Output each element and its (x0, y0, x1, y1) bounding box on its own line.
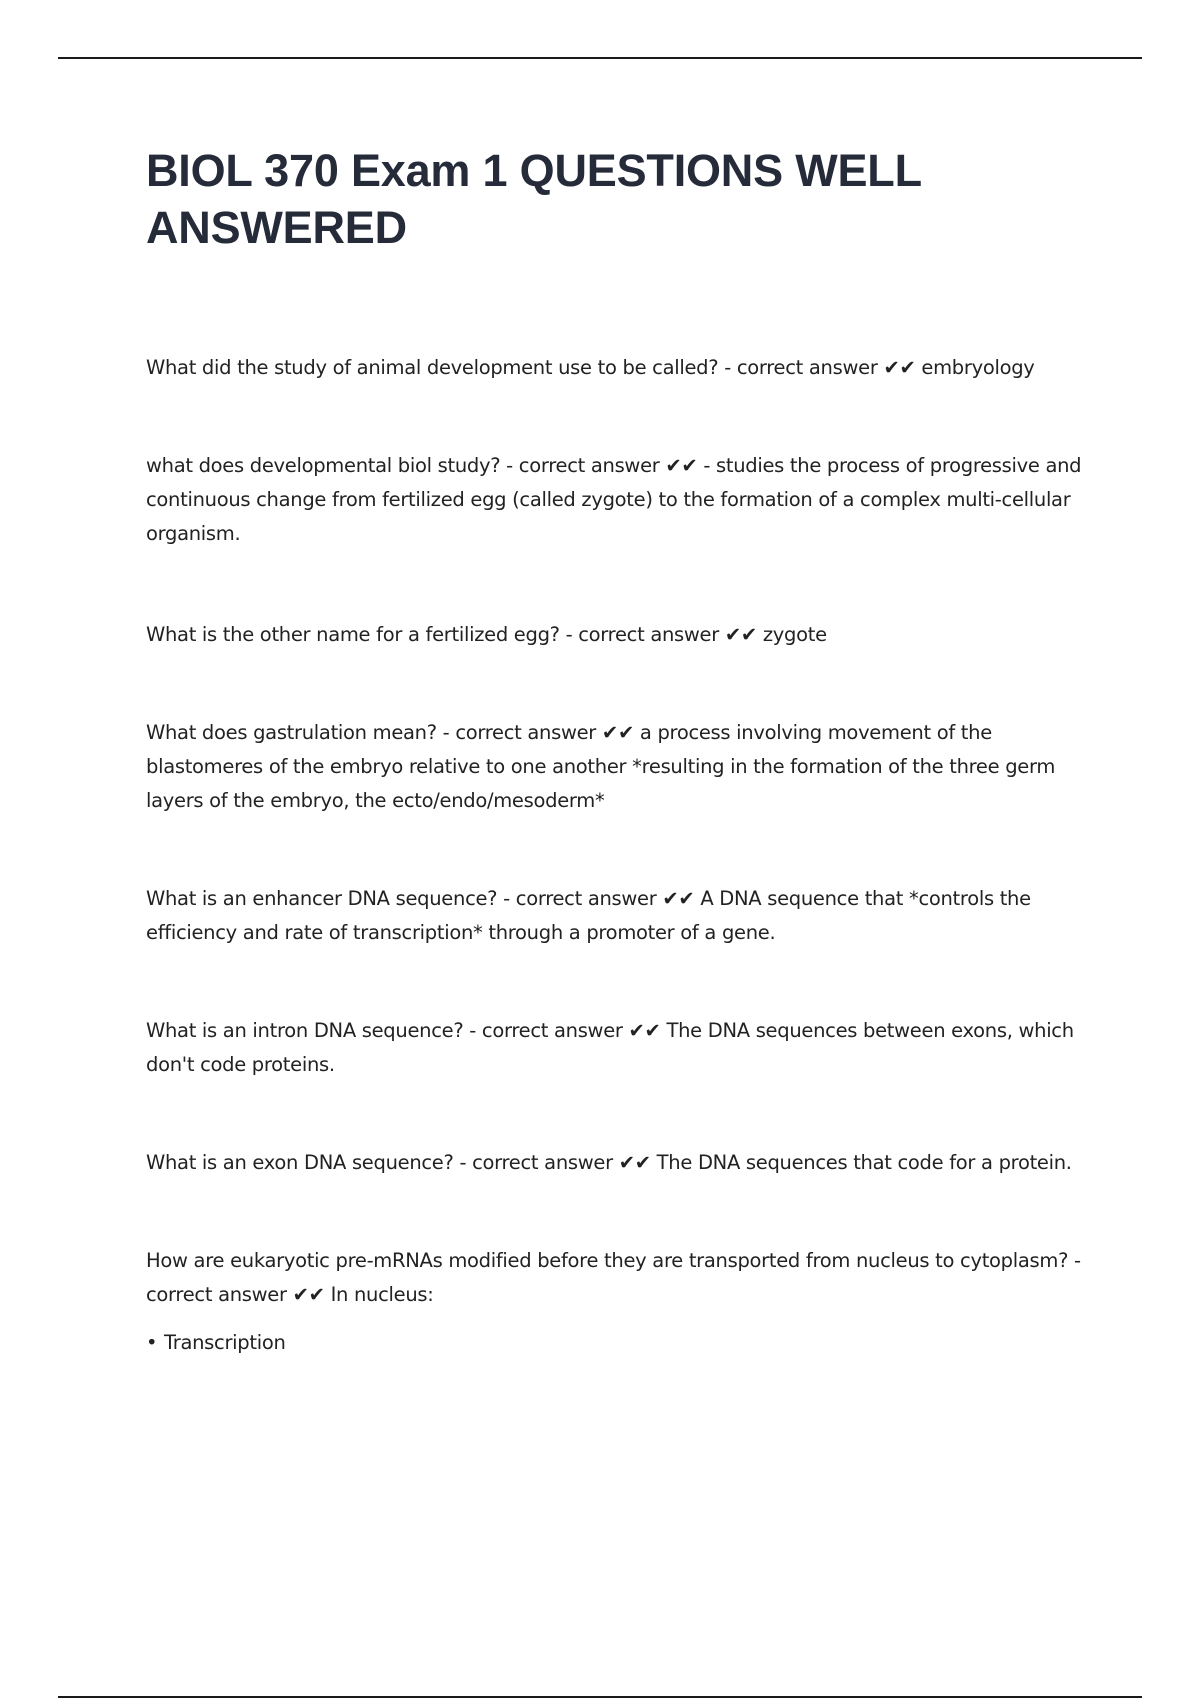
answer-text: zygote (756, 623, 827, 646)
answer-separator: - correct answer (146, 1249, 1081, 1306)
document-body (146, 142, 1086, 1360)
question-text: what does developmental biol study? (146, 454, 501, 477)
question-text: What is an enhancer DNA sequence? (146, 887, 498, 910)
qa-item (146, 716, 1086, 818)
answer-text: A DNA sequence that *controls the efficiency and rate of transcription* through a promoter of a gene. (146, 887, 1031, 944)
double-check-icon: ✔✔ (292, 1283, 325, 1306)
qa-item (146, 882, 1086, 950)
top-rule (58, 57, 1142, 59)
double-check-icon: ✔✔ (601, 721, 634, 744)
qa-item (146, 449, 1086, 551)
answer-text: a process involving movement of the blastomeres of the embryo relative to one another *resulting in the formation of the three germ layers of the embryo, the ecto/endo/mesoderm* (146, 721, 1056, 812)
question-text: What is an exon DNA sequence? (146, 1151, 454, 1174)
answer-text: The DNA sequences between exons, which don't code proteins. (146, 1019, 1074, 1076)
double-check-icon: ✔✔ (724, 623, 757, 646)
qa-item (146, 1014, 1086, 1082)
qa-item (146, 1244, 1086, 1312)
answer-separator: - correct answer (436, 721, 602, 744)
answer-text: embryology (915, 356, 1035, 379)
question-text: How are eukaryotic pre-mRNAs modified before they are transported from nucleus to cytoplasm? (146, 1249, 1069, 1272)
double-check-icon: ✔✔ (618, 1151, 651, 1174)
bullet-icon: • (146, 1331, 158, 1354)
double-check-icon: ✔✔ (662, 887, 695, 910)
answer-text: In nucleus: (324, 1283, 434, 1306)
answer-separator: - correct answer (559, 623, 725, 646)
document-title: BIOL 370 Exam 1 QUESTIONS WELL ANSWERED (146, 145, 922, 253)
qa-item (146, 351, 1086, 385)
question-text: What is the other name for a fertilized egg? (146, 623, 560, 646)
bottom-rule (58, 1696, 1142, 1698)
qa-item (146, 618, 1086, 652)
answer-separator: - correct answer (453, 1151, 619, 1174)
answer-separator: - correct answer (463, 1019, 629, 1042)
bullet-text: Transcription (164, 1331, 286, 1354)
answer-separator: - correct answer (718, 356, 884, 379)
answer-text: - studies the process of progressive and continuous change from fertilized egg (called zygote) to the formation of a complex multi-cellular organism. (146, 454, 1082, 545)
answer-text: The DNA sequences that code for a protein. (650, 1151, 1072, 1174)
double-check-icon: ✔✔ (665, 454, 698, 477)
double-check-icon: ✔✔ (628, 1019, 661, 1042)
bullet-list-item (146, 1326, 1086, 1360)
qa-list (146, 351, 1086, 1360)
question-text: What is an intron DNA sequence? (146, 1019, 464, 1042)
double-check-icon: ✔✔ (883, 356, 916, 379)
qa-item (146, 1146, 1086, 1180)
question-text: What does gastrulation mean? (146, 721, 437, 744)
question-text: What did the study of animal development use to be called? (146, 356, 719, 379)
answer-separator: - correct answer (497, 887, 663, 910)
answer-separator: - correct answer (500, 454, 666, 477)
